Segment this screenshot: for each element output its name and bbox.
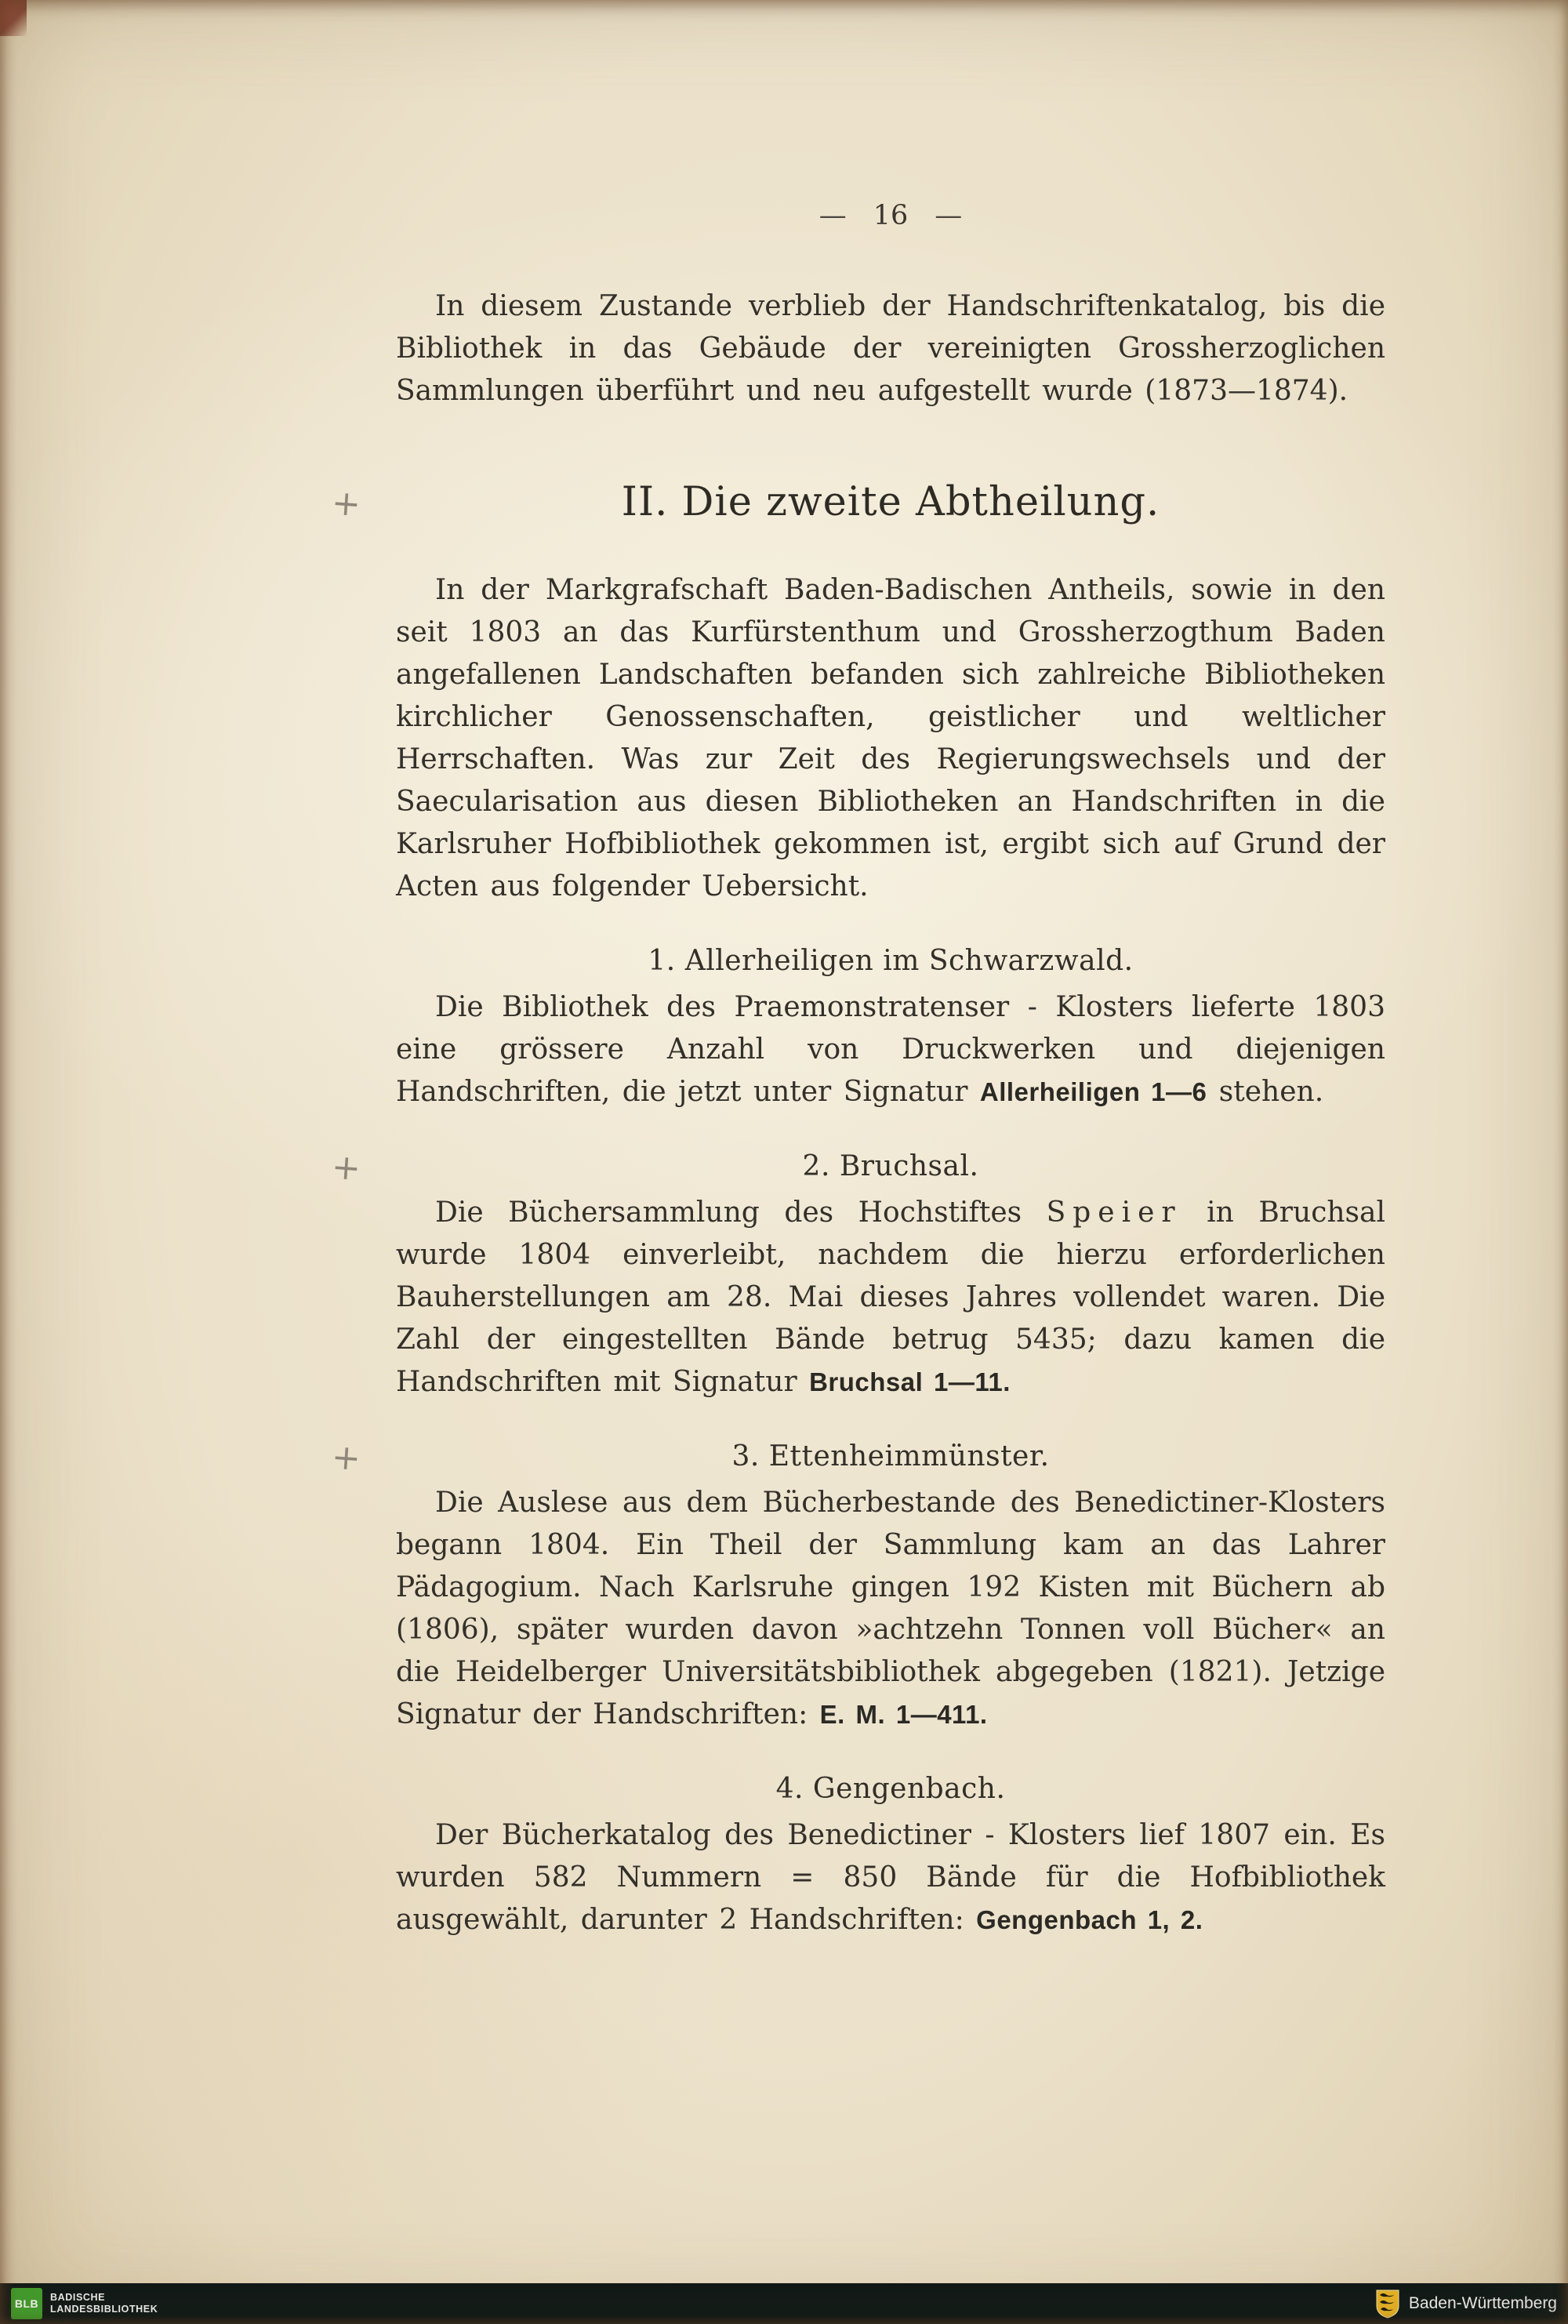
library-name-line1: BADISCHE — [50, 2292, 106, 2303]
section-heading-ettenheimmuenster — [330, 1436, 1385, 1480]
page-number — [396, 194, 1385, 237]
library-branding-left — [11, 2288, 158, 2319]
margin-plus-mark: + — [330, 1146, 363, 1189]
section-paragraph-bruchsal — [396, 1192, 1385, 1403]
section-heading-gengenbach — [396, 1772, 1385, 1807]
signature-text: E. M. 1—411. — [819, 1700, 988, 1729]
page-number-value: 16 — [873, 200, 909, 231]
signature-text: Allerheiligen 1—6 — [979, 1077, 1207, 1106]
section-paragraph-allerheiligen — [396, 986, 1385, 1113]
margin-plus-mark: + — [330, 1436, 363, 1480]
library-name — [50, 2292, 158, 2315]
scan-edge-mark — [0, 0, 27, 36]
body-text: in Bruchsal wurde 1804 einverleibt, nachdem die hierzu erforderlichen Bauherstellungen am 28. Mai dieses Jahres vollendet waren. Die Zahl der eingestellten Bände betrug 5435; dazu kamen die Handschriften mit Signatur — [396, 1196, 1385, 1398]
body-text: stehen. — [1207, 1076, 1324, 1108]
intro-paragraph: In diesem Zustande verblieb der Handschriftenkatalog, bis die Bibliothek in das Gebäude der vereinigten Grossherzoglichen Sammlungen überführt und neu aufgestellt wurde (1873—1874). — [396, 290, 1385, 407]
library-branding-right — [1374, 2289, 1557, 2319]
signature-text: Gengenbach 1, 2. — [976, 1905, 1203, 1934]
chapter-heading — [330, 479, 1385, 525]
page-number-dash-right: — — [935, 200, 963, 231]
library-name-line2: LANDESBIBLIOTHEK — [50, 2304, 158, 2315]
margin-plus-mark: + — [330, 482, 363, 525]
body-text: Die Büchersammlung des Hochstiftes — [435, 1196, 1047, 1229]
section-heading-bruchsal — [330, 1146, 1385, 1189]
library-branding-bar — [0, 2283, 1568, 2324]
spaced-text: Speier — [1046, 1196, 1182, 1229]
coat-of-arms-icon — [1374, 2289, 1401, 2319]
body-text: Die Bibliothek des Praemonstratenser - Klosters lieferte 1803 eine grössere Anzahl von Druckwerken und diejenigen Handschriften, die jetzt unter Signatur — [396, 991, 1385, 1108]
state-name: Baden-Württemberg — [1408, 2294, 1557, 2312]
chapter-intro-paragraph: In der Markgrafschaft Baden-Badischen Antheils, sowie in den seit 1803 an das Kurfürstenthum und Grossherzogthum Baden angefallenen Landschaften befanden sich zahlreiche Bibliotheken kirchlicher Genossenschaften, geistlicher und weltlicher Herrschaften. Was zur Zeit des Regierungswechsels und der Saecularisation aus diesen Bibliotheken an Handschriften in die Karlsruher Hofbibliothek gekommen ist, ergibt sich auf Grund der Acten aus folgender Uebersicht. — [396, 574, 1385, 902]
page-number-dash-left: — — [818, 200, 847, 231]
section-heading-allerheiligen — [396, 944, 1385, 979]
section-paragraph-gengenbach — [396, 1814, 1385, 1941]
section-paragraph-ettenheimmuenster — [396, 1482, 1385, 1736]
chapter-heading-text: II. Die zweite Abtheilung. — [621, 479, 1160, 525]
signature-text: Bruchsal 1—11. — [809, 1367, 1011, 1396]
section-heading-text: 1. Allerheiligen im Schwarzwald. — [648, 945, 1134, 977]
body-text: Der Bücherkatalog des Benedictiner - Klosters lief 1807 ein. Es wurden 582 Nummern = 850 Bände für die Hofbibliothek ausgewählt, darunter 2 Handschriften: — [396, 1819, 1385, 1936]
section-heading-text: 4. Gengenbach. — [775, 1773, 1006, 1805]
section-heading-text: 2. Bruchsal. — [802, 1150, 979, 1182]
blb-logo-icon: BLB — [11, 2288, 42, 2319]
page-text-block — [330, 194, 1385, 1941]
body-text: Die Auslese aus dem Bücherbestande des Benedictiner-Klosters begann 1804. Ein Theil der Sammlung kam an das Lahrer Pädagogium. Nach Karlsruhe gingen 192 Kisten mit Büchern ab (1806), später wurden davon »achtzehn Tonnen voll Bücher« an die Heidelberger Universitätsbibliothek abgegeben (1821). Jetzige Signatur der Handschriften: — [396, 1487, 1385, 1730]
section-heading-text: 3. Ettenheimmünster. — [731, 1440, 1050, 1472]
